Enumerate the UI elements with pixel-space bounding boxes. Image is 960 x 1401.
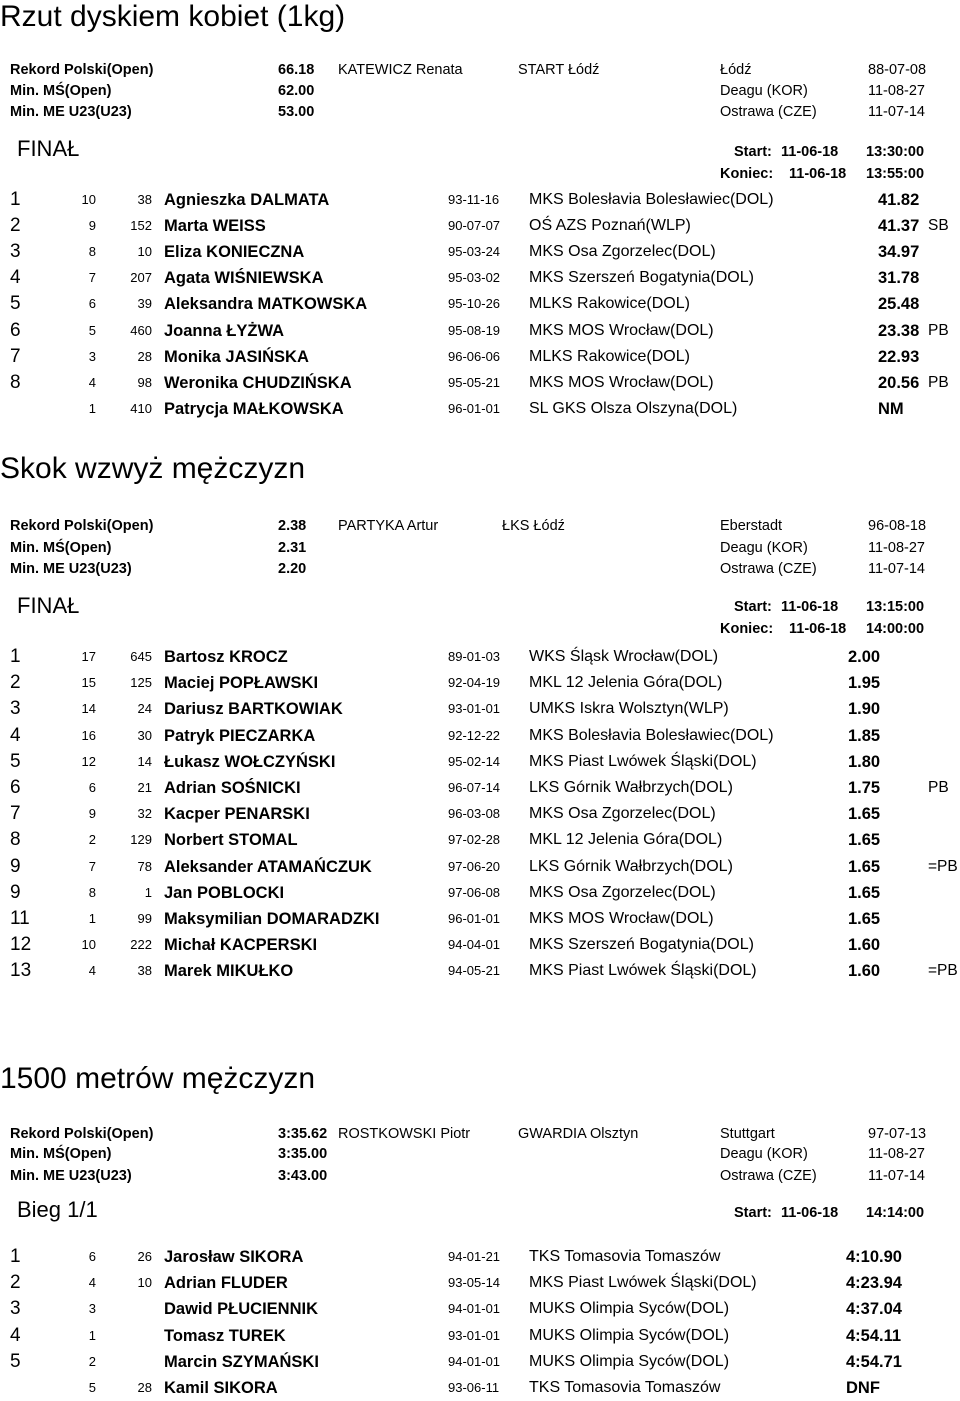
athlete-name: Dariusz BARTKOWIAK <box>164 700 343 719</box>
birth-date: 97-02-28 <box>448 832 501 848</box>
result-value: 1.80 <box>848 752 881 771</box>
athlete-name: Łukasz WOŁCZYŃSKI <box>164 752 336 771</box>
result-row <box>0 1296 960 1322</box>
record-label: Min. ME U23(U23) <box>10 561 132 577</box>
club-name: MKS Piast Lwówek Śląski(DOL) <box>529 752 757 770</box>
lane-number: 10 <box>81 192 96 207</box>
record-date: 11-08-27 <box>868 540 925 556</box>
record-date: 11-07-14 <box>868 1168 925 1184</box>
start-time: 13:15:00 <box>866 599 925 615</box>
athlete-name: Agnieszka DALMATA <box>164 191 330 209</box>
result-row <box>0 396 960 422</box>
result-row <box>0 723 960 749</box>
record-place: Łódź <box>720 62 752 78</box>
club-name: MKS MOS Wrocław(DOL) <box>529 321 714 339</box>
lane-number: 2 <box>88 832 96 848</box>
result-note: PB <box>928 373 949 391</box>
result-row <box>0 1375 960 1401</box>
result-value: 4:23.94 <box>846 1274 902 1293</box>
record-date: 88-07-08 <box>868 62 927 78</box>
result-value: 4:37.04 <box>846 1300 902 1319</box>
result-value: 1.60 <box>848 962 881 981</box>
club-name: MKS Piast Lwówek Śląski(DOL) <box>529 1274 757 1292</box>
lane-number: 15 <box>81 675 96 691</box>
result-row <box>0 854 960 880</box>
record-date: 97-07-13 <box>868 1126 927 1142</box>
birth-date: 94-04-01 <box>448 937 501 953</box>
birth-date: 97-06-08 <box>448 884 501 900</box>
record-label: Min. ME U23(U23) <box>10 1168 132 1184</box>
start-label: Start: <box>734 144 772 160</box>
club-name: MUKS Olimpia Syców(DOL) <box>529 1352 730 1370</box>
place-number: 1 <box>10 1246 21 1267</box>
birth-date: 92-04-19 <box>448 675 501 691</box>
athlete-name: Jarosław SIKORA <box>164 1248 304 1266</box>
result-value: 25.48 <box>878 295 920 314</box>
lane-number: 10 <box>81 937 96 953</box>
record-holder: PARTYKA Artur <box>338 518 439 534</box>
birth-date: 95-03-02 <box>448 270 501 286</box>
birth-date: 96-06-06 <box>448 348 501 364</box>
lane-number: 4 <box>88 1275 96 1291</box>
end-label: Koniec: <box>720 621 774 637</box>
result-value: 1.60 <box>848 936 881 955</box>
lane-number: 6 <box>88 1249 96 1264</box>
birth-date: 96-01-01 <box>448 911 501 926</box>
result-row <box>0 370 960 396</box>
athlete-name: Michał KACPERSKI <box>164 936 318 955</box>
lane-number: 8 <box>88 884 96 900</box>
club-name: MKS Bolesłavia Bolesławiec(DOL) <box>529 726 774 744</box>
result-row <box>0 749 960 775</box>
birth-date: 95-08-19 <box>448 322 501 338</box>
lane-number: 14 <box>81 701 96 717</box>
place-number: 2 <box>10 672 21 694</box>
club-name: MUKS Olimpia Syców(DOL) <box>529 1300 730 1318</box>
birth-date: 97-06-20 <box>448 858 501 874</box>
athlete-name: Adrian FLUDER <box>164 1274 288 1293</box>
result-value: DNF <box>846 1379 880 1397</box>
end-date: 11-06-18 <box>789 621 847 637</box>
lane-number: 6 <box>88 780 96 795</box>
lane-number: 7 <box>88 270 96 286</box>
athlete-name: Eliza KONIECZNA <box>164 243 305 262</box>
end-time: 14:00:00 <box>866 621 925 637</box>
lane-number: 9 <box>88 218 96 234</box>
lane-number: 4 <box>88 963 96 979</box>
result-note: =PB <box>928 857 958 875</box>
result-row <box>0 239 960 265</box>
athlete-name: Patrycja MAŁKOWSKA <box>164 399 344 418</box>
result-note: =PB <box>928 962 958 980</box>
birth-date: 95-10-26 <box>448 296 501 312</box>
result-row <box>0 801 960 827</box>
place-number: 9 <box>10 855 21 877</box>
result-value: 23.38 <box>878 321 920 340</box>
bib-number: 222 <box>130 937 152 953</box>
bib-number: 129 <box>130 832 152 848</box>
athlete-name: Agata WIŚNIEWSKA <box>164 269 324 288</box>
place-number: 8 <box>10 829 21 851</box>
result-row <box>0 1270 960 1296</box>
lane-number: 3 <box>88 1301 96 1317</box>
place-number: 9 <box>10 881 21 903</box>
birth-date: 89-01-03 <box>448 649 501 664</box>
record-label: Rekord Polski(Open) <box>10 1126 154 1142</box>
athlete-name: Aleksandra MATKOWSKA <box>164 295 368 314</box>
club-name: TKS Tomasovia Tomaszów <box>529 1379 721 1396</box>
place-number: 13 <box>10 960 32 982</box>
athlete-name: Marek MIKUŁKO <box>164 962 294 981</box>
result-value: 1.90 <box>848 700 881 719</box>
birth-date: 93-06-11 <box>448 1380 500 1395</box>
result-row <box>0 906 960 932</box>
club-name: MKS Osa Zgorzelec(DOL) <box>529 883 716 901</box>
result-value: 1.85 <box>848 726 881 745</box>
birth-date: 93-01-01 <box>448 701 501 717</box>
bib-number: 24 <box>137 701 152 717</box>
start-time: 14:14:00 <box>866 1205 925 1221</box>
record-label: Min. MŚ(Open) <box>10 540 112 556</box>
bib-number: 152 <box>130 218 152 234</box>
athlete-name: Kamil SIKORA <box>164 1379 278 1397</box>
athlete-name: Dawid PŁUCIENNIK <box>164 1300 319 1319</box>
start-label: Start: <box>734 599 772 615</box>
place-number: 6 <box>10 319 21 341</box>
birth-date: 95-03-24 <box>448 244 501 260</box>
record-date: 96-08-18 <box>868 518 927 534</box>
bib-number: 98 <box>137 374 152 390</box>
club-name: MKS Piast Lwówek Śląski(DOL) <box>529 962 757 980</box>
phase-title: Bieg 1/1 <box>17 1197 98 1222</box>
record-place: Ostrawa (CZE) <box>720 1168 817 1184</box>
place-number: 4 <box>10 724 21 746</box>
place-number: 3 <box>10 698 21 720</box>
club-name: MKS Szerszeń Bogatynia(DOL) <box>529 936 754 954</box>
result-value: 1.65 <box>848 805 881 824</box>
lane-number: 7 <box>88 858 96 874</box>
lane-number: 12 <box>81 753 96 769</box>
bib-number: 39 <box>137 296 152 312</box>
place-number: 11 <box>10 908 30 929</box>
lane-number: 1 <box>88 400 96 416</box>
result-value: 1.65 <box>848 883 881 902</box>
lane-number: 2 <box>88 1353 96 1369</box>
record-holder: KATEWICZ Renata <box>338 62 463 78</box>
place-number: 8 <box>10 371 21 393</box>
birth-date: 96-03-08 <box>448 806 501 822</box>
place-number: 5 <box>10 750 21 772</box>
birth-date: 94-01-01 <box>448 1301 501 1317</box>
record-label: Min. MŚ(Open) <box>10 1146 112 1162</box>
end-date: 11-06-18 <box>789 166 847 182</box>
record-value: 3:35.62 <box>278 1126 328 1142</box>
record-place: Deagu (KOR) <box>720 540 808 556</box>
athlete-name: Maciej POPŁAWSKI <box>164 674 319 693</box>
result-row <box>0 696 960 722</box>
athlete-name: Joanna ŁYŻWA <box>164 321 285 340</box>
bib-number: 38 <box>137 192 152 207</box>
result-value: 1.65 <box>848 857 881 876</box>
club-name: MKS Bolesłavia Bolesławiec(DOL) <box>529 191 774 208</box>
bib-number: 460 <box>130 322 152 338</box>
record-date: 11-08-27 <box>868 83 925 99</box>
bib-number: 38 <box>137 963 152 979</box>
result-row <box>0 958 960 984</box>
athlete-name: Patryk PIECZARKA <box>164 726 316 745</box>
record-value: 3:43.00 <box>278 1168 328 1184</box>
place-number: 1 <box>10 189 21 210</box>
result-note: SB <box>928 217 949 235</box>
bib-number: 99 <box>137 911 152 926</box>
record-place: Stuttgart <box>720 1126 775 1142</box>
record-label: Min. ME U23(U23) <box>10 104 132 120</box>
club-name: MKL 12 Jelenia Góra(DOL) <box>529 831 723 849</box>
start-date: 11-06-18 <box>781 144 839 160</box>
athlete-name: Aleksander ATAMAŃCZUK <box>164 857 372 876</box>
club-name: MKS MOS Wrocław(DOL) <box>529 373 714 391</box>
lane-number: 16 <box>81 727 96 743</box>
record-label: Rekord Polski(Open) <box>10 62 154 78</box>
place-number: 4 <box>10 1324 21 1346</box>
club-name: MLKS Rakowice(DOL) <box>529 347 690 365</box>
event-title: Skok wzwyż mężczyzn <box>0 452 306 485</box>
record-club: GWARDIA Olsztyn <box>518 1126 639 1142</box>
result-row <box>0 880 960 906</box>
record-label: Min. MŚ(Open) <box>10 83 112 99</box>
lane-number: 1 <box>88 911 96 926</box>
birth-date: 93-05-14 <box>448 1275 501 1291</box>
birth-date: 94-01-01 <box>448 1353 501 1369</box>
club-name: MKS Osa Zgorzelec(DOL) <box>529 805 716 823</box>
birth-date: 94-05-21 <box>448 963 501 979</box>
event-title: Rzut dyskiem kobiet (1kg) <box>0 0 346 33</box>
start-time: 13:30:00 <box>866 144 925 160</box>
bib-number: 10 <box>137 1275 152 1291</box>
bib-number: 1 <box>144 884 152 900</box>
start-date: 11-06-18 <box>781 599 839 615</box>
record-date: 11-07-14 <box>868 561 925 577</box>
record-label: Rekord Polski(Open) <box>10 518 154 534</box>
record-place: Ostrawa (CZE) <box>720 561 817 577</box>
athlete-name: Kacper PENARSKI <box>164 805 310 824</box>
record-value: 2.38 <box>278 518 307 534</box>
bib-number: 30 <box>137 727 152 743</box>
end-label: Koniec: <box>720 166 774 182</box>
result-value: 41.37 <box>878 217 920 236</box>
place-number: 6 <box>10 777 21 798</box>
record-date: 11-07-14 <box>868 104 925 120</box>
lane-number: 3 <box>88 348 96 364</box>
result-row <box>0 1323 960 1349</box>
athlete-name: Adrian SOŚNICKI <box>164 779 301 797</box>
result-value: NM <box>878 399 904 418</box>
club-name: WKS Śląsk Wrocław(DOL) <box>529 648 719 665</box>
result-row <box>0 775 960 801</box>
record-value: 62.00 <box>278 83 315 99</box>
club-name: MKS MOS Wrocław(DOL) <box>529 910 714 927</box>
birth-date: 96-07-14 <box>448 780 501 795</box>
lane-number: 17 <box>81 649 96 664</box>
place-number: 12 <box>10 934 32 956</box>
bib-number: 10 <box>137 244 152 260</box>
result-value: 4:54.71 <box>846 1352 902 1371</box>
lane-number: 5 <box>88 322 96 338</box>
place-number: 4 <box>10 267 21 289</box>
record-place: Deagu (KOR) <box>720 83 808 99</box>
athlete-name: Bartosz KROCZ <box>164 648 288 666</box>
record-date: 11-08-27 <box>868 1146 925 1162</box>
record-value: 66.18 <box>278 62 315 78</box>
result-value: 1.65 <box>848 831 881 850</box>
result-row <box>0 291 960 317</box>
birth-date: 93-01-01 <box>448 1327 501 1343</box>
result-value: 41.82 <box>878 191 920 209</box>
record-place: Ostrawa (CZE) <box>720 104 817 120</box>
result-value: 1.95 <box>848 674 881 693</box>
bib-number: 28 <box>137 1380 152 1395</box>
place-number: 5 <box>10 293 21 315</box>
place-number: 3 <box>10 241 21 263</box>
start-date: 11-06-18 <box>781 1205 839 1221</box>
result-row <box>0 670 960 696</box>
bib-number: 125 <box>130 675 152 691</box>
record-value: 2.20 <box>278 561 307 577</box>
lane-number: 5 <box>88 1380 96 1395</box>
lane-number: 4 <box>88 374 96 390</box>
athlete-name: Weronika CHUDZIŃSKA <box>164 373 352 392</box>
bib-number: 645 <box>130 649 152 664</box>
club-name: OŚ AZS Poznań(WLP) <box>529 217 691 235</box>
result-value: 22.93 <box>878 347 920 366</box>
birth-date: 95-02-14 <box>448 753 501 769</box>
result-value: 20.56 <box>878 373 920 392</box>
phase-title: FINAŁ <box>17 136 80 161</box>
result-row <box>0 213 960 239</box>
club-name: UMKS Iskra Wolsztyn(WLP) <box>529 700 729 718</box>
lane-number: 6 <box>88 296 96 312</box>
bib-number: 410 <box>130 400 152 416</box>
result-row <box>0 1244 960 1270</box>
result-row <box>0 644 960 670</box>
bib-number: 14 <box>137 753 152 769</box>
place-number: 2 <box>10 215 21 237</box>
club-name: LKS Górnik Wałbrzych(DOL) <box>529 857 733 875</box>
bib-number: 32 <box>137 806 152 822</box>
result-row <box>0 344 960 370</box>
result-row <box>0 318 960 344</box>
athlete-name: Tomasz TUREK <box>164 1326 286 1345</box>
place-number: 3 <box>10 1298 21 1320</box>
record-value: 53.00 <box>278 104 315 120</box>
result-value: 1.65 <box>848 910 881 928</box>
club-name: TKS Tomasovia Tomaszów <box>529 1248 721 1265</box>
athlete-name: Marcin SZYMAŃSKI <box>164 1352 319 1371</box>
birth-date: 96-01-01 <box>448 400 501 416</box>
place-number: 1 <box>10 646 21 667</box>
end-time: 13:55:00 <box>866 166 925 182</box>
result-value: 4:54.11 <box>846 1326 902 1345</box>
club-name: LKS Górnik Wałbrzych(DOL) <box>529 779 733 796</box>
club-name: MKS Osa Zgorzelec(DOL) <box>529 243 716 261</box>
result-note: PB <box>928 779 949 796</box>
record-club: ŁKS Łódź <box>502 518 565 534</box>
phase-title: FINAŁ <box>17 593 80 618</box>
result-row <box>0 187 960 213</box>
result-row <box>0 932 960 958</box>
result-value: 4:10.90 <box>846 1248 902 1266</box>
bib-number: 207 <box>130 270 152 286</box>
lane-number: 1 <box>88 1327 96 1343</box>
record-holder: ROSTKOWSKI Piotr <box>338 1126 471 1142</box>
birth-date: 93-11-16 <box>448 192 500 207</box>
record-place: Deagu (KOR) <box>720 1146 808 1162</box>
place-number: 5 <box>10 1350 21 1372</box>
result-row <box>0 1349 960 1375</box>
lane-number: 8 <box>88 244 96 260</box>
bib-number: 26 <box>137 1249 152 1264</box>
place-number: 7 <box>10 345 21 367</box>
result-row <box>0 827 960 853</box>
place-number: 7 <box>10 803 21 825</box>
result-value: 2.00 <box>848 648 881 666</box>
bib-number: 21 <box>137 780 152 795</box>
athlete-name: Jan POBLOCKI <box>164 883 285 902</box>
result-value: 1.75 <box>848 779 881 797</box>
bib-number: 78 <box>137 858 152 874</box>
birth-date: 95-05-21 <box>448 374 501 390</box>
bib-number: 28 <box>137 348 152 364</box>
record-value: 2.31 <box>278 540 307 556</box>
result-value: 34.97 <box>878 243 920 262</box>
birth-date: 94-01-21 <box>448 1249 501 1264</box>
athlete-name: Norbert STOMAL <box>164 831 298 850</box>
birth-date: 90-07-07 <box>448 218 501 234</box>
birth-date: 92-12-22 <box>448 727 501 743</box>
result-value: 31.78 <box>878 269 920 288</box>
athlete-name: Marta WEISS <box>164 217 266 236</box>
record-place: Eberstadt <box>720 518 783 534</box>
club-name: SL GKS Olsza Olszyna(DOL) <box>529 399 738 417</box>
club-name: MKL 12 Jelenia Góra(DOL) <box>529 674 723 692</box>
lane-number: 9 <box>88 806 96 822</box>
athlete-name: Monika JASIŃSKA <box>164 347 309 366</box>
event-title: 1500 metrów mężczyzn <box>0 1062 316 1095</box>
club-name: MUKS Olimpia Syców(DOL) <box>529 1326 730 1344</box>
record-value: 3:35.00 <box>278 1146 328 1162</box>
athlete-name: Maksymilian DOMARADZKI <box>164 910 380 928</box>
record-club: START Łódź <box>518 62 600 78</box>
start-label: Start: <box>734 1205 772 1221</box>
club-name: MLKS Rakowice(DOL) <box>529 295 690 313</box>
result-note: PB <box>928 321 949 339</box>
result-row <box>0 265 960 291</box>
club-name: MKS Szerszeń Bogatynia(DOL) <box>529 269 754 287</box>
place-number: 2 <box>10 1272 21 1294</box>
